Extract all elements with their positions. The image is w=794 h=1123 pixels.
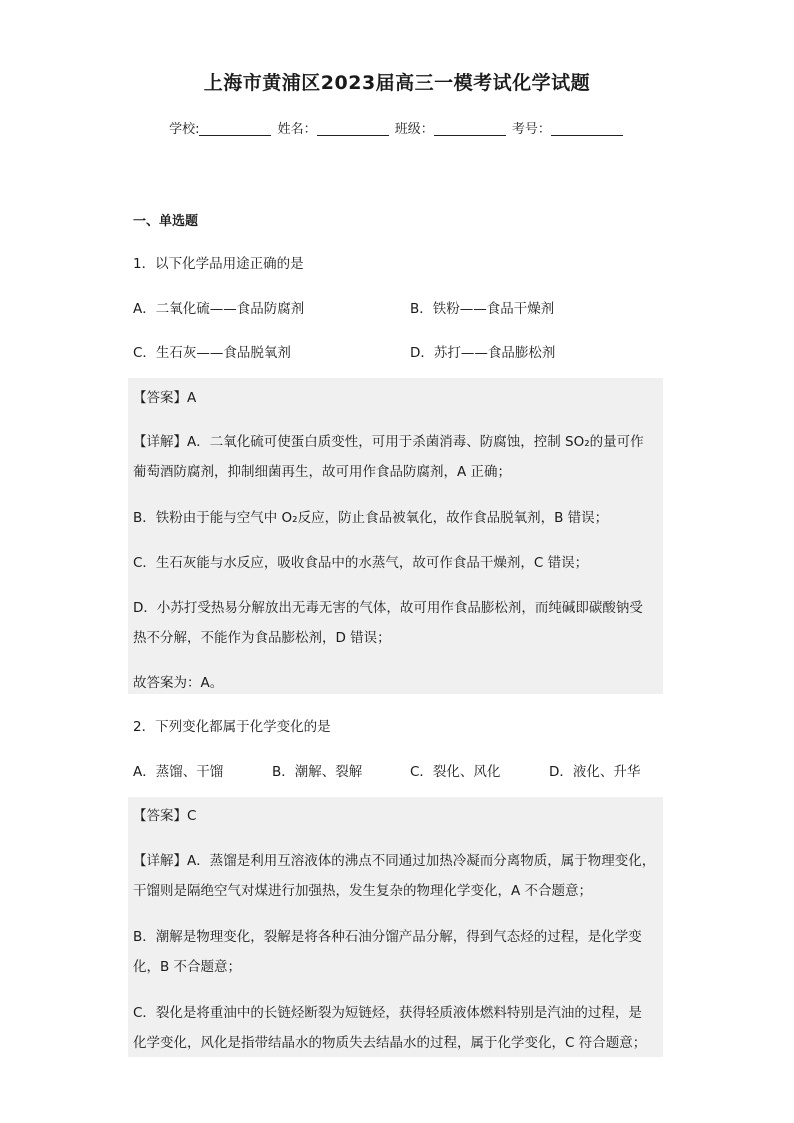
q1-option-a: A．二氧化硫——食品防腐剂 [133, 301, 305, 317]
school-blank [199, 121, 271, 136]
exam-number-blank [551, 121, 623, 136]
q2-answer: 【答案】C [133, 808, 197, 824]
school-label: 学校: [169, 122, 200, 137]
q2-explanation-line: 化学变化，风化是指带结晶水的物质失去结晶水的过程，属于化学变化，C 符合题意； [133, 1035, 647, 1051]
question-1-stem: 1．以下化学品用途正确的是 [133, 256, 304, 272]
q1-explanation-line: 故答案为：A。 [133, 675, 224, 691]
student-info-line [0, 118, 794, 137]
q1-option-d: D．苏打——食品膨松剂 [410, 345, 556, 361]
q2-explanation-line: 【详解】A．蒸馏是利用互溶液体的沸点不同通过加热冷凝而分离物质，属于物理变化， [133, 853, 656, 869]
q2-explanation-line: B．潮解是物理变化，裂解是将各种石油分馏产品分解，得到气态烃的过程，是化学变 [133, 929, 642, 945]
section-heading: 一、单选题 [133, 214, 199, 229]
q1-explanation-line: C．生石灰能与水反应，吸收食品中的水蒸气，故可作食品干燥剂，C 错误； [133, 555, 589, 571]
q2-option-b: B．潮解、裂解 [272, 764, 363, 780]
q2-explanation-line: C．裂化是将重油中的长链烃断裂为短链烃，获得轻质液体燃料特别是汽油的过程，是 [133, 1005, 642, 1021]
q1-explanation-line: 【详解】A．二氧化硫可使蛋白质变性，可用于杀菌消毒、防腐蚀，控制 SO₂的量可作 [133, 434, 644, 450]
q1-answer-block [128, 378, 663, 694]
class-label: 班级： [394, 122, 434, 137]
q1-explanation-line: 葡萄酒防腐剂，抑制细菌再生，故可用作食品防腐剂，A 正确； [133, 464, 512, 480]
q2-explanation-line: 干馏则是隔绝空气对煤进行加强热，发生复杂的物理化学变化，A 不合题意； [133, 883, 593, 899]
class-blank [434, 121, 506, 136]
name-label: 姓名： [277, 122, 317, 137]
q1-explanation-line: B．铁粉由于能与空气中 O₂反应，防止食品被氧化，故作食品脱氧剂，B 错误； [133, 510, 609, 526]
q2-option-d: D．液化、升华 [549, 764, 641, 780]
q2-option-a: A．蒸馏、干馏 [133, 764, 224, 780]
q2-option-c: C．裂化、风化 [410, 764, 501, 780]
q1-answer: 【答案】A [133, 390, 197, 406]
q1-option-c: C．生石灰——食品脱氧剂 [133, 345, 291, 361]
q1-explanation-line: D．小苏打受热易分解放出无毒无害的气体，故可用作食品膨松剂，而纯碱即碳酸钠受 [133, 600, 643, 616]
q1-explanation-line: 热不分解，不能作为食品膨松剂，D 错误； [133, 630, 391, 646]
exam-number-label: 考号： [511, 122, 551, 137]
name-blank [317, 121, 389, 136]
q2-explanation-line: 化，B 不合题意； [133, 959, 242, 975]
question-2-stem: 2．下列变化都属于化学变化的是 [133, 719, 331, 735]
page-title: 上海市黄浦区2023届高三一模考试化学试题 [203, 72, 591, 94]
q1-option-b: B．铁粉——食品干燥剂 [410, 301, 555, 317]
